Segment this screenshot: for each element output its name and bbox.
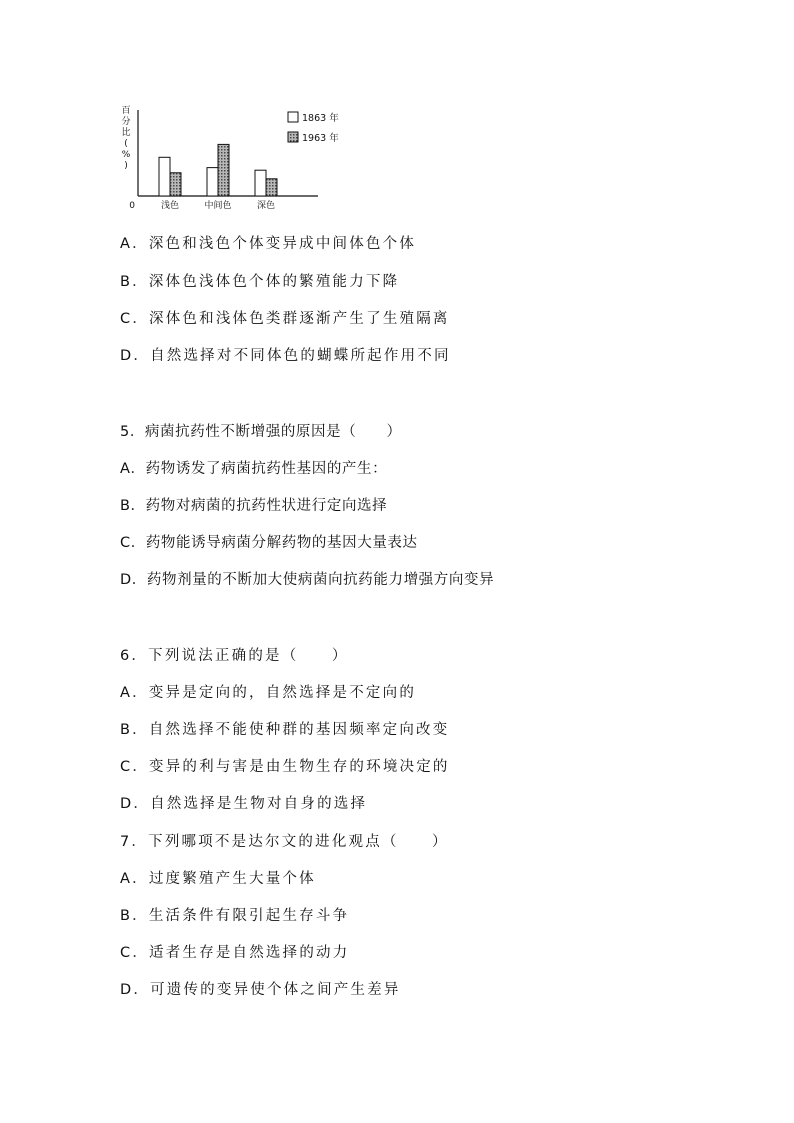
y-axis-label-char: % xyxy=(121,150,131,160)
q5-option-a: A．药物诱发了病菌抗药性基因的产生： xyxy=(120,461,388,477)
q4-option-d: D．自然选择对不同体色的蝴蝶所起作用不同 xyxy=(120,348,451,364)
y-axis-label-char: 比 xyxy=(121,128,131,138)
q6-option-c: C．变异的利与害是由生物生存的环境决定的 xyxy=(120,759,450,775)
bar-chart-figure xyxy=(110,98,360,220)
y-axis-label-char: ) xyxy=(124,161,128,171)
q7-option-c: C．适者生存是自然选择的动力 xyxy=(120,945,350,961)
legend-label: 1863 年 xyxy=(302,113,339,124)
q6-option-b: B．自然选择不能使种群的基因频率定向改变 xyxy=(120,722,450,738)
bar-1-1 xyxy=(218,144,229,196)
q4-option-b: B．深体色浅体色个体的繁殖能力下降 xyxy=(120,274,400,290)
bar-chart xyxy=(110,98,360,220)
legend-swatch xyxy=(288,112,298,122)
bar-0-1 xyxy=(170,173,181,196)
y-axis-label-char: 百 xyxy=(121,106,131,116)
bar-0-0 xyxy=(159,157,170,196)
bar-2-1 xyxy=(266,179,277,196)
x-tick-label: 浅色 xyxy=(160,201,180,211)
q7-option-d: D．可遗传的变异使个体之间产生差异 xyxy=(120,982,401,998)
q6-option-d: D．自然选择是生物对自身的选择 xyxy=(120,796,368,812)
bar-1-0 xyxy=(207,168,218,196)
y-axis-label-char: 分 xyxy=(121,117,131,127)
q7-option-a: A．过度繁殖产生大量个体 xyxy=(120,871,316,887)
x-tick-label: 中间色 xyxy=(204,201,232,211)
q6-option-a: A．变异是定向的，自然选择是不定向的 xyxy=(120,685,417,701)
q7-stem: 7．下列哪项不是达尔文的进化观点（ ） xyxy=(120,834,449,850)
q5-option-d: D．药物剂量的不断加大使病菌向抗药能力增强方向变异 xyxy=(120,572,495,588)
bar-2-0 xyxy=(255,170,266,196)
legend-label: 1963 年 xyxy=(302,133,339,144)
x-tick-label: 深色 xyxy=(256,201,276,211)
q5-stem: 5．病菌抗药性不断增强的原因是（ ） xyxy=(120,424,402,440)
q6-stem: 6．下列说法正确的是（ ） xyxy=(120,648,349,664)
q5-option-b: B．药物对病菌的抗药性状进行定向选择 xyxy=(120,498,388,514)
q4-option-c: C．深体色和浅体色类群逐渐产生了生殖隔离 xyxy=(120,311,450,327)
legend-swatch xyxy=(288,132,298,142)
y-axis-label-char: ( xyxy=(124,139,128,149)
origin-label: 0 xyxy=(129,201,135,211)
q5-option-c: C．药物能诱导病菌分解药物的基因大量表达 xyxy=(120,535,418,551)
q4-option-a: A．深色和浅色个体变异成中间体色个体 xyxy=(120,236,417,252)
q7-option-b: B．生活条件有限引起生存斗争 xyxy=(120,908,350,924)
